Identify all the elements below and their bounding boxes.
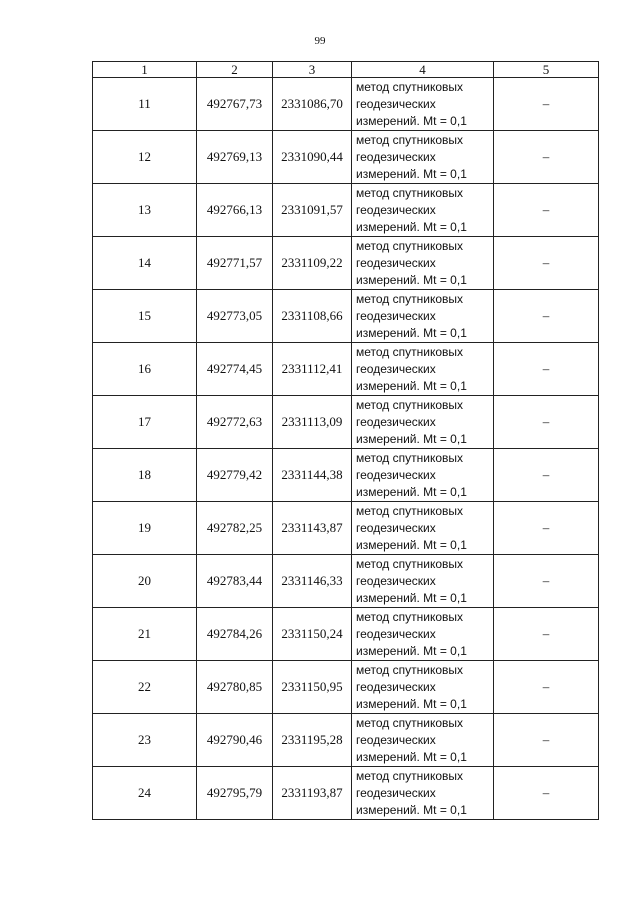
point-number-cell: 19 <box>93 502 197 555</box>
x-coordinate-cell: 492782,25 <box>197 502 273 555</box>
header-col-2: 2 <box>197 62 273 78</box>
table-row <box>93 78 599 131</box>
method-text-line: геодезических <box>356 308 436 323</box>
method-cell <box>352 343 494 396</box>
method-text-line: геодезических <box>356 732 436 747</box>
method-text-line: метод спутниковых <box>356 503 464 518</box>
y-coordinate-cell: 2331109,22 <box>273 237 352 290</box>
table-row <box>93 661 599 714</box>
table-row <box>93 449 599 502</box>
method-text-line: геодезических <box>356 414 436 429</box>
y-coordinate-cell: 2331113,09 <box>273 396 352 449</box>
method-cell <box>352 237 494 290</box>
point-number-cell: 18 <box>93 449 197 502</box>
method-cell <box>352 184 494 237</box>
method-text-line: измерений. Mt = 0,1 <box>356 431 467 446</box>
method-text-line: метод спутниковых <box>356 768 464 783</box>
x-coordinate-cell: 492784,26 <box>197 608 273 661</box>
header-col-5: 5 <box>494 62 599 78</box>
method-text-line: метод спутниковых <box>356 397 464 412</box>
method-text-line: метод спутниковых <box>356 79 464 94</box>
point-number-cell: 15 <box>93 290 197 343</box>
point-number-cell: 11 <box>93 78 197 131</box>
method-text-line: геодезических <box>356 149 436 164</box>
note-cell: – <box>494 502 599 555</box>
note-cell: – <box>494 290 599 343</box>
y-coordinate-cell: 2331108,66 <box>273 290 352 343</box>
method-text-line: метод спутниковых <box>356 609 464 624</box>
method-text-line: измерений. Mt = 0,1 <box>356 378 467 393</box>
method-text-line: метод спутниковых <box>356 450 464 465</box>
point-number-cell: 13 <box>93 184 197 237</box>
method-text-line: геодезических <box>356 679 436 694</box>
method-text-line: метод спутниковых <box>356 132 464 147</box>
y-coordinate-cell: 2331112,41 <box>273 343 352 396</box>
point-number-cell: 17 <box>93 396 197 449</box>
method-text-line: метод спутниковых <box>356 238 464 253</box>
method-text-line: метод спутниковых <box>356 715 464 730</box>
method-text-line: измерений. Mt = 0,1 <box>356 166 467 181</box>
x-coordinate-cell: 492771,57 <box>197 237 273 290</box>
method-cell <box>352 661 494 714</box>
x-coordinate-cell: 492779,42 <box>197 449 273 502</box>
y-coordinate-cell: 2331195,28 <box>273 714 352 767</box>
method-text-line: геодезических <box>356 573 436 588</box>
method-text-line: геодезических <box>356 255 436 270</box>
point-number-cell: 22 <box>93 661 197 714</box>
x-coordinate-cell: 492783,44 <box>197 555 273 608</box>
y-coordinate-cell: 2331150,95 <box>273 661 352 714</box>
note-cell: – <box>494 131 599 184</box>
y-coordinate-cell: 2331144,38 <box>273 449 352 502</box>
method-cell <box>352 767 494 820</box>
header-col-3: 3 <box>273 62 352 78</box>
note-cell: – <box>494 237 599 290</box>
point-number-cell: 23 <box>93 714 197 767</box>
method-text-line: метод спутниковых <box>356 556 464 571</box>
table-row <box>93 131 599 184</box>
x-coordinate-cell: 492790,46 <box>197 714 273 767</box>
table-row <box>93 184 599 237</box>
note-cell: – <box>494 714 599 767</box>
x-coordinate-cell: 492766,13 <box>197 184 273 237</box>
method-cell <box>352 608 494 661</box>
coordinates-table <box>92 61 599 820</box>
method-text-line: измерений. Mt = 0,1 <box>356 219 467 234</box>
point-number-cell: 21 <box>93 608 197 661</box>
note-cell: – <box>494 661 599 714</box>
x-coordinate-cell: 492767,73 <box>197 78 273 131</box>
x-coordinate-cell: 492772,63 <box>197 396 273 449</box>
point-number-cell: 14 <box>93 237 197 290</box>
table-row <box>93 767 599 820</box>
table-row <box>93 714 599 767</box>
method-text-line: геодезических <box>356 520 436 535</box>
y-coordinate-cell: 2331193,87 <box>273 767 352 820</box>
point-number-cell: 20 <box>93 555 197 608</box>
header-row <box>93 62 599 78</box>
method-text-line: измерений. Mt = 0,1 <box>356 272 467 287</box>
method-text-line: геодезических <box>356 467 436 482</box>
y-coordinate-cell: 2331146,33 <box>273 555 352 608</box>
note-cell: – <box>494 555 599 608</box>
method-text-line: измерений. Mt = 0,1 <box>356 749 467 764</box>
method-text-line: измерений. Mt = 0,1 <box>356 113 467 128</box>
y-coordinate-cell: 2331086,70 <box>273 78 352 131</box>
method-text-line: измерений. Mt = 0,1 <box>356 590 467 605</box>
table-row <box>93 555 599 608</box>
note-cell: – <box>494 608 599 661</box>
method-text-line: геодезических <box>356 626 436 641</box>
header-col-4: 4 <box>352 62 494 78</box>
note-cell: – <box>494 343 599 396</box>
method-text-line: метод спутниковых <box>356 185 464 200</box>
point-number-cell: 16 <box>93 343 197 396</box>
method-cell <box>352 290 494 343</box>
y-coordinate-cell: 2331091,57 <box>273 184 352 237</box>
point-number-cell: 12 <box>93 131 197 184</box>
method-text-line: измерений. Mt = 0,1 <box>356 537 467 552</box>
method-cell <box>352 78 494 131</box>
note-cell: – <box>494 184 599 237</box>
method-cell <box>352 449 494 502</box>
method-cell <box>352 396 494 449</box>
method-cell <box>352 502 494 555</box>
method-text-line: геодезических <box>356 202 436 217</box>
table-row <box>93 290 599 343</box>
table-header <box>93 62 599 78</box>
method-text-line: метод спутниковых <box>356 344 464 359</box>
x-coordinate-cell: 492795,79 <box>197 767 273 820</box>
method-text-line: измерений. Mt = 0,1 <box>356 696 467 711</box>
table-row <box>93 396 599 449</box>
method-text-line: измерений. Mt = 0,1 <box>356 643 467 658</box>
method-text-line: метод спутниковых <box>356 662 464 677</box>
table-row <box>93 608 599 661</box>
method-text-line: измерений. Mt = 0,1 <box>356 802 467 817</box>
method-cell <box>352 555 494 608</box>
method-text-line: геодезических <box>356 96 436 111</box>
note-cell: – <box>494 449 599 502</box>
method-text-line: геодезических <box>356 785 436 800</box>
note-cell: – <box>494 396 599 449</box>
y-coordinate-cell: 2331143,87 <box>273 502 352 555</box>
x-coordinate-cell: 492773,05 <box>197 290 273 343</box>
y-coordinate-cell: 2331090,44 <box>273 131 352 184</box>
method-cell <box>352 714 494 767</box>
x-coordinate-cell: 492769,13 <box>197 131 273 184</box>
page-number: 99 <box>314 35 326 47</box>
table-body <box>93 78 599 820</box>
point-number-cell: 24 <box>93 767 197 820</box>
header-col-1: 1 <box>93 62 197 78</box>
method-cell <box>352 131 494 184</box>
table-row <box>93 502 599 555</box>
method-text-line: измерений. Mt = 0,1 <box>356 484 467 499</box>
method-text-line: измерений. Mt = 0,1 <box>356 325 467 340</box>
y-coordinate-cell: 2331150,24 <box>273 608 352 661</box>
x-coordinate-cell: 492774,45 <box>197 343 273 396</box>
method-text-line: метод спутниковых <box>356 291 464 306</box>
note-cell: – <box>494 78 599 131</box>
table-row <box>93 343 599 396</box>
x-coordinate-cell: 492780,85 <box>197 661 273 714</box>
note-cell: – <box>494 767 599 820</box>
table-row <box>93 237 599 290</box>
method-text-line: геодезических <box>356 361 436 376</box>
